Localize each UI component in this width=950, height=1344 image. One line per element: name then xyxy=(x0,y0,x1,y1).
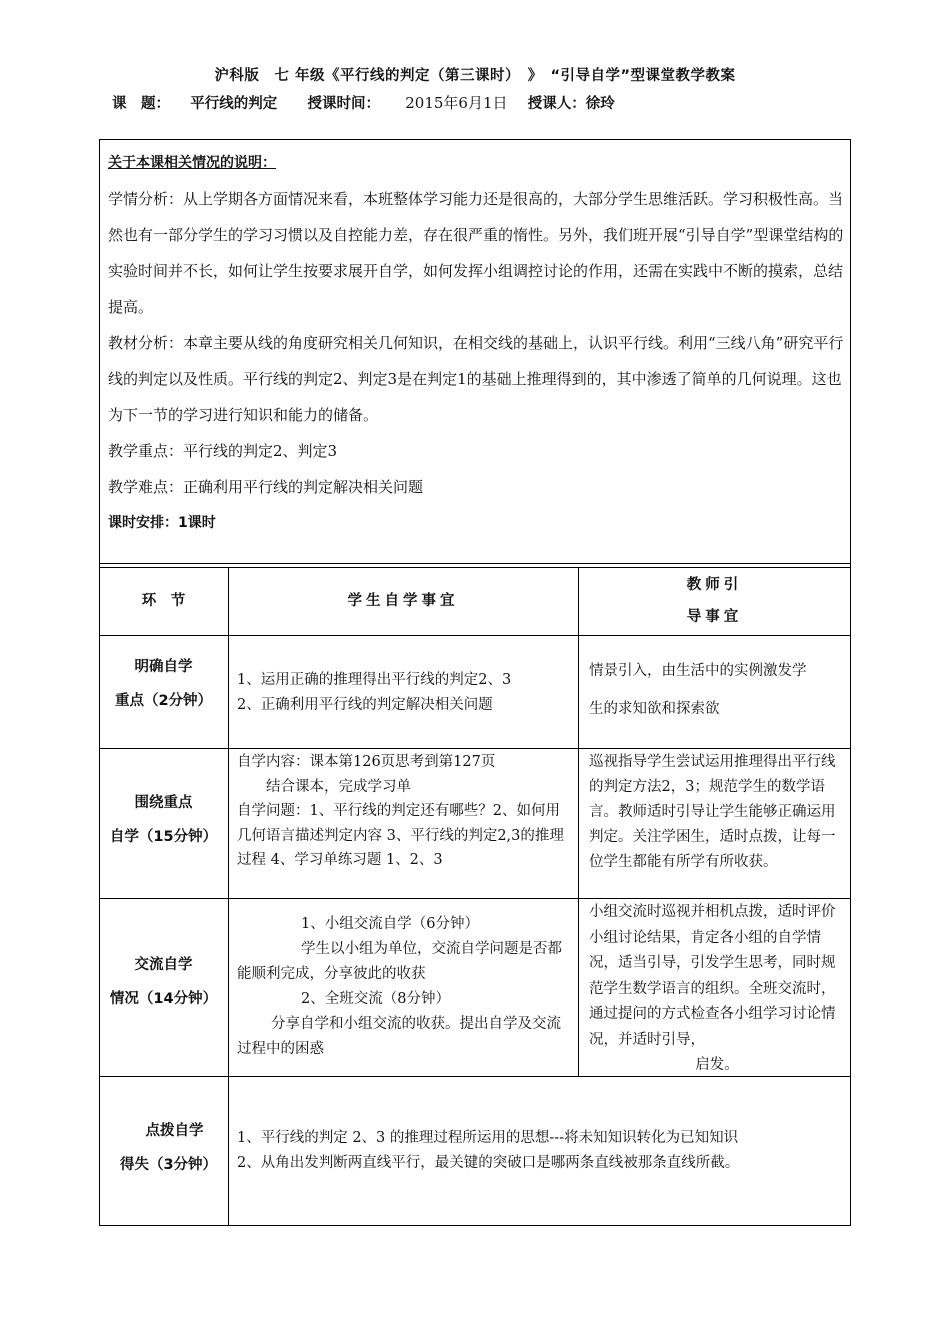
teaching-focus: 教学重点：平行线的判定2、判定3 xyxy=(108,442,338,460)
grid-divider xyxy=(99,748,851,749)
class-hours: 课时安排：1课时 xyxy=(108,515,216,531)
grid-divider xyxy=(99,635,851,636)
textbook-analysis: 教材分析：本章主要从线的角度研究相关几何知识，在相交线的基础上，认识平行线。利用“三线八角”研究平行线的判定以及性质。平行线的判定2、判定3是在判定1的基础上推理得到的，其中渗透了简单的几何说理。这也为下一节的学习进行知识和能力的储备。 xyxy=(108,334,844,424)
teacher-name: 徐玲 xyxy=(585,96,615,112)
intro-section xyxy=(108,145,846,541)
student-content: 1、平行线的判定 2、3 的推理过程所运用的思想---将未知知识转化为已知知识 2、从角出发判断两直线平行，最关键的突破口是哪两条直线被那条直线所截。 xyxy=(237,1130,740,1171)
section-name: 交流自学 情况（14分钟） xyxy=(109,957,218,1007)
teacher-label: 授课人： xyxy=(527,96,586,112)
column-header-stage: 环 节 xyxy=(141,593,186,609)
topic-label: 课 题： xyxy=(112,96,170,112)
section-name: 明确自学 重点（2分钟） xyxy=(114,659,213,709)
intro-heading: 关于本课相关情况的说明： xyxy=(108,155,276,171)
teacher-guidance: 情景引入，由生活中的实例激发学 生的求知欲和探索欲 xyxy=(589,663,807,717)
time-label: 授课时间： xyxy=(307,96,380,112)
column-header-student: 学生自学事宜 xyxy=(347,593,459,609)
grid-divider xyxy=(228,567,229,1226)
document-title: 沪科版 七 年级《平行线的判定（第三课时） 》 “引导自学”型课堂教学教案 xyxy=(214,68,736,84)
student-content: 自学内容：课本第126页思考到第127页 结合课本，完成学习单 自学问题：1、平行线的判定还有哪些？2、如何用几何语言描述判定内容 3、平行线的判定2,3的推理过程 4、学习单练习题 1、2、3 xyxy=(237,754,564,868)
teaching-difficulty: 教学难点：正确利用平行线的判定解决相关问题 xyxy=(108,478,424,496)
learner-analysis: 学情分析：从上学期各方面情况来看，本班整体学习能力还是很高的，大部分学生思维活跃。学习积极性高。当然也有一部分学生的学习习惯以及自控能力差，存在很严重的惰性。另外，我们班开展“引导自学”型课堂结构的实验时间并不长，如何让学生按要求展开自学，如何发挥小组调控讨论的作用，还需在实践中不断的摸索，总结提高。 xyxy=(108,190,844,316)
section-name: 围绕重点 自学（15分钟） xyxy=(109,795,218,845)
grid-divider xyxy=(99,898,851,899)
grid-divider xyxy=(99,563,851,564)
column-header-teacher-line1: 教师引 xyxy=(686,577,743,593)
column-header-teacher xyxy=(578,567,851,635)
lesson-date: 2015年6月1日 xyxy=(405,94,508,112)
teacher-guidance: 小组交流时巡视并相机点拨，适时评价小组讨论结果，肯定各小组的自学情况，适当引导，引发学生思考，同时规范学生数学语言的组织。全班交流时，通过提问的方式检查各小组学习讨论情况，并适时引导， 启发。 xyxy=(589,904,836,1073)
student-content: 1、小组交流自学（6分钟） 学生以小组为单位，交流自学问题是否都能顺利完成，分享彼此的收获 2、全班交流（8分钟） 分享自学和小组交流的收获。提出自学及交流过程中的困惑 xyxy=(237,916,562,1057)
column-header-teacher-line2: 导事宜 xyxy=(686,609,743,625)
teacher-guidance: 巡视指导学生尝试运用推理得出平行线的判定方法2，3；规范学生的数学语言。教师适时引导让学生能够正确运用判定。关注学困生，适时点拨，让每一位学生都能有所学有所收获。 xyxy=(589,754,836,870)
student-content: 1、运用正确的推理得出平行线的判定2、3 2、正确利用平行线的判定解决相关问题 xyxy=(237,672,512,713)
lesson-info-line xyxy=(112,92,615,113)
topic-value: 平行线的判定 xyxy=(190,96,278,112)
section-name: 点拨自学 得失（3分钟） xyxy=(119,1123,218,1173)
grid-divider xyxy=(578,567,579,1076)
